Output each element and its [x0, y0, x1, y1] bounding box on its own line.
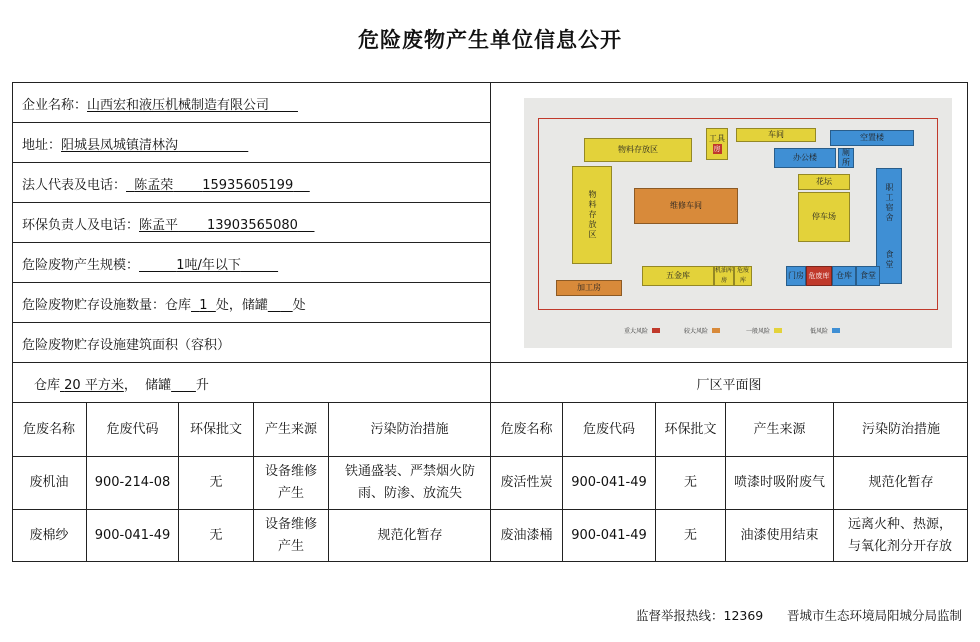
table-cell: 废油漆桶 — [500, 528, 553, 543]
plan-office: 办公楼 — [774, 148, 836, 168]
tank-value — [171, 378, 196, 393]
plan-workshop: 车间 — [736, 128, 816, 142]
plan-oil-store: 机油库房 — [715, 267, 734, 284]
plan-door-room: 门房 — [786, 266, 806, 286]
legal-value: 陈孟荣 15935605199 — [134, 178, 294, 193]
header-source-2: 产生来源 — [753, 421, 806, 437]
area-row: 危险废物贮存设施建筑面积（容积） — [22, 338, 231, 353]
table-cell: 规范化暂存 — [868, 475, 934, 490]
env-label: 环保负责人及电话： — [22, 218, 140, 233]
header-approval-2: 环保批文 — [664, 421, 717, 437]
plan-material-top: 物料存放区 — [584, 138, 692, 162]
legal-label: 法人代表及电话： — [22, 178, 127, 193]
facility-tank — [268, 298, 293, 313]
header-code-2: 危废代码 — [582, 421, 635, 437]
header-approval-1: 环保批文 — [189, 421, 242, 437]
env-row — [22, 214, 314, 233]
table-cell: 喷漆时吸附废气 — [733, 475, 825, 490]
plan-tool-room: 工具 房 — [706, 128, 728, 160]
table-cell: 铁通盛装、严禁烟火防雨、防渗、放流失 — [344, 464, 475, 501]
table-cell: 900-041-49 — [94, 528, 171, 543]
table-cell: 规范化暂存 — [377, 528, 443, 543]
table-cell: 废棉纱 — [29, 528, 69, 543]
header-code-1: 危废代码 — [106, 421, 159, 437]
plan-idle-building: 空置楼 — [830, 130, 914, 146]
plan-caption: 厂区平面图 — [696, 377, 762, 393]
warehouse-value: 20 平方米 — [64, 378, 124, 393]
env-value: 陈孟平 13903565080 — [139, 218, 298, 233]
plan-hazard-store: 危废库 — [734, 266, 752, 286]
table-cell: 设备维修产生 — [264, 464, 317, 501]
company-value: 山西宏和液压机械制造有限公司 — [87, 98, 270, 113]
legend-major: 重大风险 — [624, 326, 660, 335]
scale-row — [22, 254, 278, 273]
header-source-1: 产生来源 — [264, 421, 317, 437]
page-title: 危险废物产生单位信息公开 — [358, 28, 622, 52]
company-row — [22, 94, 298, 113]
table-cell: 无 — [683, 528, 697, 543]
table-cell: 油漆使用结束 — [740, 528, 819, 543]
header-name-1: 危废名称 — [22, 421, 75, 437]
legend-large: 较大风险 — [684, 326, 720, 335]
address-label: 地址： — [22, 138, 62, 153]
table-cell: 无 — [683, 475, 697, 490]
plan-fire: 危废库 — [806, 266, 832, 286]
plan-canteen: 食堂 — [856, 266, 880, 286]
table-cell: 远离火种、热源，与氧化剂分开存放 — [847, 517, 952, 554]
warehouse-row: 仓库 20 平方米， 储罐 升 — [34, 378, 209, 393]
plan-repair-workshop: 维修车间 — [634, 188, 738, 224]
plan-material-left: 物料存放区 — [572, 166, 612, 264]
table-cell: 无 — [209, 475, 223, 490]
address-value: 阳城县凤城镇清林沟 — [61, 138, 179, 153]
table-cell: 900-041-49 — [571, 528, 647, 543]
table-cell: 设备维修产生 — [264, 517, 317, 554]
scale-value: 1吨/年以下 — [176, 258, 241, 273]
plan-toilet: 厕所 — [838, 148, 854, 168]
facility-count: 1 — [199, 298, 208, 313]
plan-parking: 停车场 — [798, 192, 850, 242]
table-cell: 900-214-08 — [94, 475, 171, 490]
floor-plan — [524, 98, 952, 348]
table-cell: 无 — [209, 528, 223, 543]
legend-low: 低风险 — [810, 326, 840, 335]
scale-label: 危险废物产生规模： — [22, 258, 140, 273]
legal-row — [22, 174, 310, 193]
company-label: 企业名称： — [22, 98, 88, 113]
header-measure-2: 污染防治措施 — [861, 421, 940, 437]
table-cell: 废活性炭 — [500, 475, 553, 490]
table-cell: 900-041-49 — [571, 475, 647, 490]
facility-label: 危险废物贮存设施数量：仓库 — [22, 298, 192, 313]
header-name-2: 危废名称 — [500, 421, 553, 437]
plan-warehouse: 仓库 — [832, 266, 856, 286]
facility-row: 危险废物贮存设施数量：仓库 1 处，储罐 处 — [22, 298, 306, 313]
table-cell: 废机油 — [29, 475, 69, 490]
header-measure-1: 污染防治措施 — [370, 421, 449, 437]
plan-processing: 加工房 — [556, 280, 622, 296]
legend-general: 一般风险 — [746, 326, 782, 335]
address-row — [22, 134, 248, 153]
plan-dorm: 职工宿舍 食堂 — [876, 168, 902, 284]
plan-hardware: 五金库 — [642, 266, 714, 286]
authority: 晋城市生态环境局阳城分局监制 — [787, 608, 963, 623]
hotline: 监督举报热线：12369 — [636, 608, 764, 623]
plan-garden: 花坛 — [798, 174, 850, 190]
